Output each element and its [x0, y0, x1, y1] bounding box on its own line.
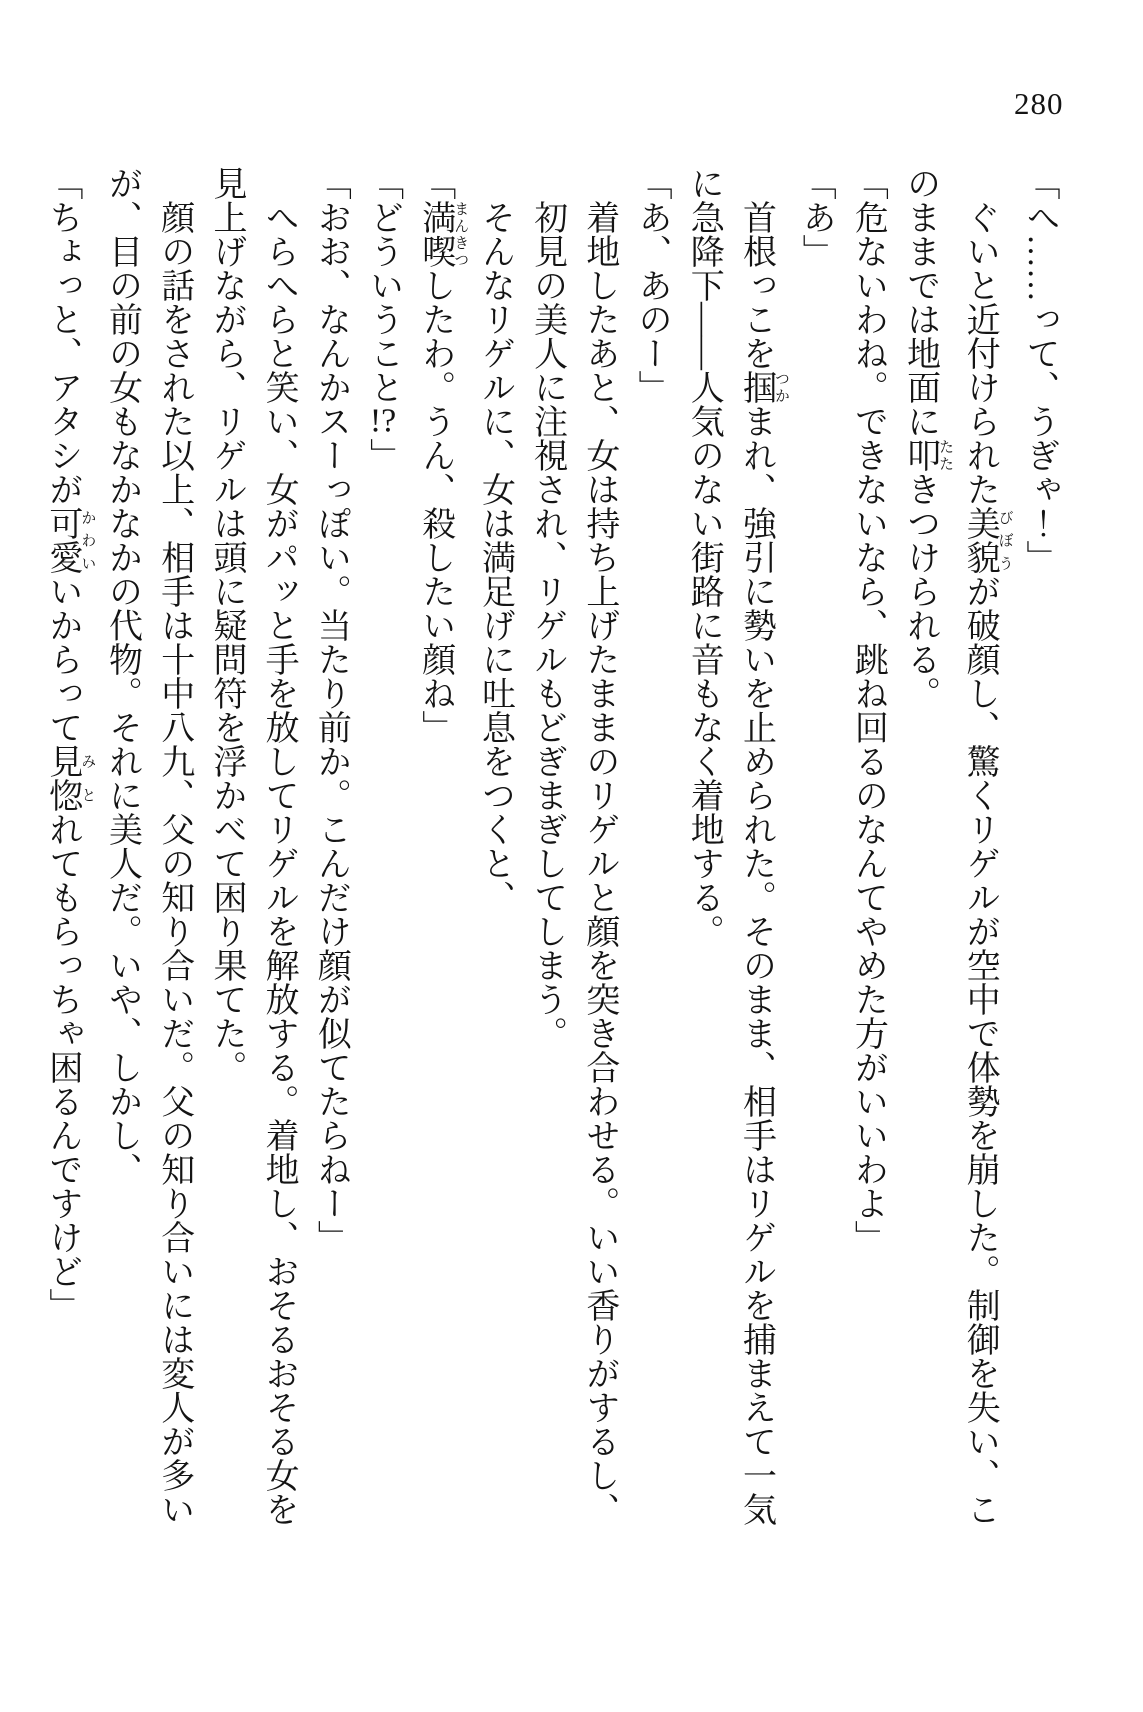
text-column: 「危ないわね。できないなら、跳ね回るのなんてやめた方がいいわよ」: [849, 166, 887, 1254]
text-column: 初見の美人に注視され、リゲルもどぎまぎしてしまう。: [528, 200, 566, 1050]
text-column: 首根っこを掴つかまれ、強引に勢いを止められた。そのまま、相手はリゲルを捕まえて一気: [737, 200, 789, 1526]
text-area: [43, 166, 1065, 1666]
text-column: 「へ……って、うぎゃ！」: [1021, 166, 1058, 574]
page-number: 280: [1014, 86, 1064, 121]
text-column: 見上げながら、リゲルは頭に疑問符を浮かべて困り果てた。: [207, 166, 245, 1084]
text-column: 「どういうこと!?」: [364, 166, 402, 472]
text-column: 顔の話をされた以上、相手は十中八九、父の知り合いだ。父の知り合いには変人が多い: [155, 200, 193, 1526]
text-column: に急降下――人気のない街路に音もなく着地する。: [685, 166, 723, 948]
text-column: 「満喫まんきつしたわ。うん、殺したい顔ね」: [416, 166, 469, 744]
text-column: 「あ、あのー」: [633, 166, 671, 404]
text-column: のままでは地面に叩たたきつけられる。: [901, 166, 954, 710]
text-column: 「あ」: [797, 166, 835, 268]
text-column: が、目の前の女もなかなかの代物。それに美人だ。いや、しかし、: [103, 166, 141, 1186]
text-column: へらへらと笑い、女がパッと手を放してリゲルを解放する。着地し、おそるおそる女を: [260, 200, 298, 1526]
text-column: 着地したあと、女は持ち上げたままのリゲルと顔を突き合わせる。いい香りがするし、: [580, 200, 618, 1526]
text-column: 「おお、なんかスーっぽい。当たり前か。こんだけ顔が似てたらねー」: [312, 166, 350, 1254]
text-column: そんなリゲルに、女は満足げに吐息をつくと、: [476, 200, 514, 914]
text-column: 「ちょっと、アタシが可愛かわいいからって見惚みとれてもらっちゃ困るんですけど」: [43, 166, 96, 1322]
text-column: ぐいと近付けられた美貌びぼうが破顔し、驚くリゲルが空中で体勢を崩した。制御を失い、こ: [961, 200, 1013, 1526]
